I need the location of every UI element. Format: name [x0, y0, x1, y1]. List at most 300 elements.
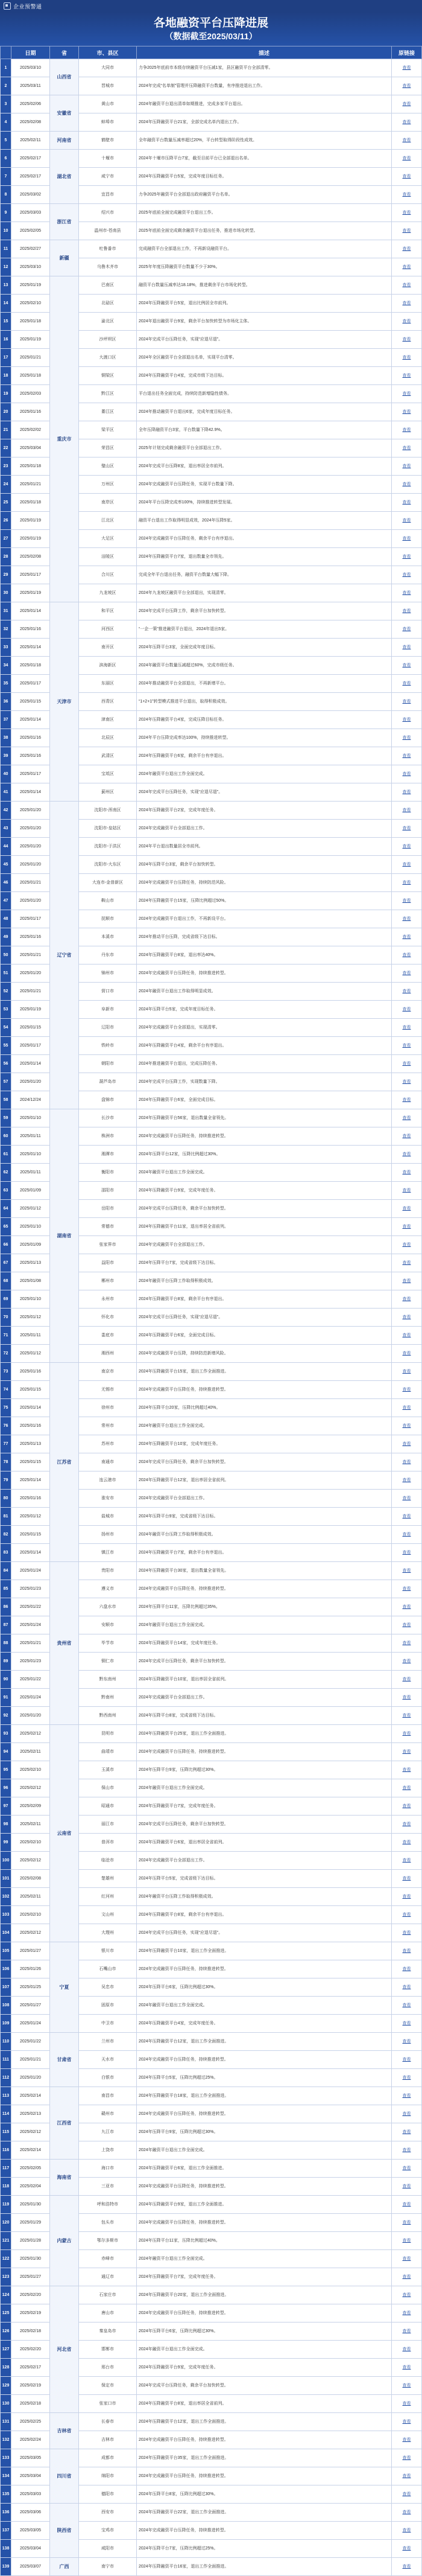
row-link-cell [392, 2323, 422, 2341]
view-link[interactable]: 查看 [402, 989, 411, 993]
view-link[interactable]: 查看 [402, 1133, 411, 1138]
view-link[interactable]: 查看 [402, 2329, 411, 2333]
view-link[interactable]: 查看 [402, 500, 411, 505]
row-index: 128 [1, 2359, 11, 2377]
row-date: 2025/02/13 [11, 2105, 50, 2123]
row-link-cell [392, 1127, 422, 1146]
view-link[interactable]: 查看 [402, 2383, 411, 2388]
row-link-cell [392, 1490, 422, 1508]
row-link-cell [392, 1309, 422, 1327]
view-link[interactable]: 查看 [402, 2292, 411, 2297]
view-link[interactable]: 查看 [402, 1097, 411, 1102]
view-link[interactable]: 查看 [402, 355, 411, 360]
row-description: 2024年压降融资平台16家，退出工作全面推进。 [137, 2558, 392, 2576]
view-link[interactable]: 查看 [402, 1061, 411, 1066]
view-link[interactable]: 查看 [402, 1007, 411, 1012]
view-link[interactable]: 查看 [402, 1043, 411, 1048]
view-link[interactable]: 查看 [402, 1749, 411, 1754]
row-date: 2025/02/08 [11, 1870, 50, 1888]
table-row [1, 802, 422, 820]
row-link-cell [392, 983, 422, 1001]
row-description: 2024年压降平台11家，压降比例超过40%。 [137, 2232, 392, 2250]
row-description: 2025年计划完成剩余融资平台全部退出工作。 [137, 439, 392, 457]
view-link[interactable]: 查看 [402, 1858, 411, 1863]
view-link[interactable]: 查看 [402, 445, 411, 450]
row-description: 2024年融资平台退出工作全面完成。 [137, 1164, 392, 1182]
row-link-cell [392, 639, 422, 657]
row-date: 2025/01/11 [11, 1164, 50, 1182]
row-link-cell [392, 1852, 422, 1870]
view-link[interactable]: 查看 [402, 753, 411, 758]
row-province: 云南省 [50, 1725, 79, 1942]
row-description: 2024年推动平台压降，完成省级下达目标。 [137, 928, 392, 946]
row-city: 黔江区 [79, 385, 137, 403]
view-link[interactable]: 查看 [402, 1568, 411, 1573]
row-city: 大理州 [79, 1924, 137, 1942]
view-link[interactable]: 查看 [402, 1478, 411, 1482]
view-link[interactable]: 查看 [402, 1369, 411, 1374]
view-link[interactable]: 查看 [402, 844, 411, 849]
row-description: 2024年融资平台退出工作取得明显成效。 [137, 983, 392, 1001]
view-link[interactable]: 查看 [402, 590, 411, 595]
view-link[interactable]: 查看 [402, 1894, 411, 1899]
row-city: 娄底市 [79, 1327, 137, 1345]
table-body [1, 59, 422, 2576]
row-province: 陕西省 [50, 2504, 79, 2558]
view-link[interactable]: 查看 [402, 1876, 411, 1881]
row-index: 40 [1, 765, 11, 783]
row-city: 宝坻区 [79, 765, 137, 783]
view-link[interactable]: 查看 [402, 2455, 411, 2460]
view-link[interactable]: 查看 [402, 464, 411, 468]
view-link[interactable]: 查看 [402, 1188, 411, 1193]
row-city: 宝鸡市 [79, 2522, 137, 2540]
row-description: 力争2025年融资平台全部退出政府融资平台名单。 [137, 186, 392, 204]
view-link[interactable]: 查看 [402, 789, 411, 794]
view-link[interactable]: 查看 [402, 1803, 411, 1808]
row-link-cell [392, 2051, 422, 2069]
row-link-cell [392, 150, 422, 168]
row-date: 2025/03/04 [11, 2467, 50, 2485]
view-link[interactable]: 查看 [402, 2003, 411, 2007]
view-link[interactable]: 查看 [402, 138, 411, 142]
view-link[interactable]: 查看 [402, 2365, 411, 2370]
row-link-cell [392, 204, 422, 222]
view-link[interactable]: 查看 [402, 1930, 411, 1935]
row-province: 江苏省 [50, 1363, 79, 1562]
view-link[interactable]: 查看 [402, 228, 411, 233]
view-link[interactable]: 查看 [402, 1315, 411, 1319]
row-index: 129 [1, 2377, 11, 2395]
view-link[interactable]: 查看 [402, 735, 411, 740]
row-link-cell [392, 1218, 422, 1236]
view-link[interactable]: 查看 [402, 2310, 411, 2315]
row-link-cell [392, 457, 422, 476]
view-link[interactable]: 查看 [402, 174, 411, 179]
row-description: 融资平台退出工作取得明显成效，2024年压降5家。 [137, 512, 392, 530]
view-link[interactable]: 查看 [402, 2437, 411, 2442]
view-link[interactable]: 查看 [402, 898, 411, 903]
view-link[interactable]: 查看 [402, 2510, 411, 2514]
view-link[interactable]: 查看 [402, 2220, 411, 2225]
view-link[interactable]: 查看 [402, 699, 411, 704]
view-link[interactable]: 查看 [402, 2256, 411, 2261]
view-link[interactable]: 查看 [402, 1423, 411, 1428]
row-description: 2024年压降平台20家，压降比例超过40%。 [137, 1399, 392, 1417]
row-description: 2024年完成融资平台压降任务，持续推进转型。 [137, 2178, 392, 2196]
view-link[interactable]: 查看 [402, 391, 411, 396]
view-link[interactable]: 查看 [402, 319, 411, 324]
view-link[interactable]: 查看 [402, 2546, 411, 2551]
view-link[interactable]: 查看 [402, 971, 411, 975]
row-date: 2025/02/18 [11, 2323, 50, 2341]
row-date: 2025/03/03 [11, 2485, 50, 2504]
view-link[interactable]: 查看 [402, 1840, 411, 1844]
table-row [1, 602, 422, 620]
row-description: 2024年压降平台7家，压降比例超过25%。 [137, 2540, 392, 2558]
row-description: 2024年压降融资平台8家，退出率居全省前列。 [137, 2395, 392, 2413]
view-link[interactable]: 查看 [402, 1278, 411, 1283]
row-date: 2025/01/19 [11, 512, 50, 530]
row-date: 2025/01/12 [11, 1508, 50, 1526]
view-link[interactable]: 查看 [402, 1496, 411, 1500]
row-city: 万州区 [79, 476, 137, 494]
row-city: 普洱市 [79, 1834, 137, 1852]
row-link-cell [392, 113, 422, 132]
row-city: 益阳市 [79, 1254, 137, 1272]
view-link[interactable]: 查看 [402, 717, 411, 722]
row-description: 2024年压降融资平台12家，退出工作全面推进。 [137, 2033, 392, 2051]
row-description: 2024年压降融资平台8家，剩余平台有序退出。 [137, 1290, 392, 1309]
row-city: 银川市 [79, 1942, 137, 1960]
view-link[interactable]: 查看 [402, 1731, 411, 1736]
row-description: 2024年完成融资平台压降任务，持续推进转型。 [137, 2431, 392, 2449]
view-link[interactable]: 查看 [402, 1586, 411, 1591]
view-link[interactable]: 查看 [402, 808, 411, 812]
view-link[interactable]: 查看 [402, 373, 411, 378]
view-link[interactable]: 查看 [402, 536, 411, 541]
view-link[interactable]: 查看 [402, 427, 411, 432]
row-date: 2025/01/21 [11, 2051, 50, 2069]
row-description: 2024年完成平台压降任务，实现“应退尽退”。 [137, 1309, 392, 1327]
row-date: 2025/01/21 [11, 349, 50, 367]
row-index: 60 [1, 1127, 11, 1146]
view-link[interactable]: 查看 [402, 2492, 411, 2496]
view-link[interactable]: 查看 [402, 2419, 411, 2424]
view-link[interactable]: 查看 [402, 1785, 411, 1790]
row-index: 23 [1, 457, 11, 476]
row-index: 5 [1, 132, 11, 150]
view-link[interactable]: 查看 [402, 264, 411, 269]
view-link[interactable]: 查看 [402, 482, 411, 486]
row-date: 2025/02/10 [11, 1906, 50, 1924]
view-link[interactable]: 查看 [402, 2129, 411, 2134]
row-city: 咸宁市 [79, 168, 137, 186]
row-index: 15 [1, 313, 11, 331]
row-index: 136 [1, 2504, 11, 2522]
row-index: 42 [1, 802, 11, 820]
row-link-cell [392, 2341, 422, 2359]
row-date: 2025/02/11 [11, 1816, 50, 1834]
row-description: 2024年压降平台5家，完成年度目标任务。 [137, 1001, 392, 1019]
view-link[interactable]: 查看 [402, 101, 411, 106]
row-city: 吐鲁番市 [79, 240, 137, 258]
row-description: 2024年完成融资平台压降任务，持续推进转型。 [137, 1580, 392, 1598]
view-link[interactable]: 查看 [402, 608, 411, 613]
view-link[interactable]: 查看 [402, 1333, 411, 1337]
view-link[interactable]: 查看 [402, 2528, 411, 2533]
title-block [0, 12, 422, 46]
view-link[interactable]: 查看 [402, 880, 411, 885]
row-description: 2024年压降融资平台4家，完成市级下达目标。 [137, 367, 392, 385]
row-city: 石家庄市 [79, 2286, 137, 2304]
row-description: 2024年融资平台压降工作取得积极成效。 [137, 1526, 392, 1544]
row-date: 2025/02/10 [11, 1761, 50, 1779]
row-link-cell [392, 1580, 422, 1598]
view-link[interactable]: 查看 [402, 952, 411, 957]
row-city: 扬州市 [79, 1526, 137, 1544]
row-link-cell [392, 1001, 422, 1019]
row-link-cell [392, 946, 422, 964]
row-link-cell [392, 1073, 422, 1091]
view-link[interactable]: 查看 [402, 2184, 411, 2189]
row-description: 2024年压降融资平台9家，退出工作全面推进。 [137, 2196, 392, 2214]
view-link[interactable]: 查看 [402, 2564, 411, 2569]
row-link-cell [392, 295, 422, 313]
row-description: 2024年压降融资平台4家，完成年度任务。 [137, 2015, 392, 2033]
view-link[interactable]: 查看 [402, 1115, 411, 1120]
view-link[interactable]: 查看 [402, 916, 411, 921]
row-city: 固原市 [79, 1997, 137, 2015]
row-link-cell [392, 1942, 422, 1960]
view-link[interactable]: 查看 [402, 518, 411, 523]
view-link[interactable]: 查看 [402, 1713, 411, 1718]
row-index: 17 [1, 349, 11, 367]
row-city: 天水市 [79, 2051, 137, 2069]
row-date: 2025/01/10 [11, 1146, 50, 1164]
view-link[interactable]: 查看 [402, 1351, 411, 1356]
view-link[interactable]: 查看 [402, 246, 411, 251]
view-link[interactable]: 查看 [402, 282, 411, 287]
row-city: 沈阳市-皇姑区 [79, 820, 137, 838]
view-link[interactable]: 查看 [402, 572, 411, 577]
row-index: 63 [1, 1182, 11, 1200]
row-link-cell [392, 2540, 422, 2558]
view-link[interactable]: 查看 [402, 771, 411, 776]
row-link-cell [392, 675, 422, 693]
row-link-cell [392, 1888, 422, 1906]
view-link[interactable]: 查看 [402, 2147, 411, 2152]
view-link[interactable]: 查看 [402, 2039, 411, 2044]
row-description: 2024年完成融资平台压降任务，持续推进转型。 [137, 2522, 392, 2540]
row-city: 包头市 [79, 2214, 137, 2232]
row-link-cell [392, 1707, 422, 1725]
view-link[interactable]: 查看 [402, 1242, 411, 1247]
row-city: 六盘水市 [79, 1598, 137, 1616]
row-index: 49 [1, 928, 11, 946]
row-description: 2024年压降融资平台7家，退出数量全市领先。 [137, 548, 392, 566]
table-row [1, 2558, 422, 2576]
row-date: 2025/01/29 [11, 2214, 50, 2232]
row-date: 2025/02/17 [11, 2359, 50, 2377]
row-date: 2025/02/05 [11, 2160, 50, 2178]
view-link[interactable]: 查看 [402, 210, 411, 215]
view-link[interactable]: 查看 [402, 2021, 411, 2026]
view-link[interactable]: 查看 [402, 1025, 411, 1030]
view-link[interactable]: 查看 [402, 1170, 411, 1175]
row-city: 常德市 [79, 1218, 137, 1236]
view-link[interactable]: 查看 [402, 626, 411, 631]
row-city: 沈阳市-于洪区 [79, 838, 137, 856]
row-description: 2024年压降融资平台10家，退出率居全省前列。 [137, 1671, 392, 1689]
view-link[interactable]: 查看 [402, 192, 411, 197]
view-link[interactable]: 查看 [402, 2401, 411, 2406]
row-description: 2024年融资平台退出工作全面完成。 [137, 1779, 392, 1797]
view-link[interactable]: 查看 [402, 645, 411, 649]
view-link[interactable]: 查看 [402, 2111, 411, 2116]
view-link[interactable]: 查看 [402, 1985, 411, 1989]
row-link-cell [392, 802, 422, 820]
row-date: 2025/02/04 [11, 2178, 50, 2196]
row-description: 2024年融资平台退出工作全面完成。 [137, 2250, 392, 2268]
view-link[interactable]: 查看 [402, 1224, 411, 1229]
view-link[interactable]: 查看 [402, 934, 411, 939]
row-description: 2024年完成平台压降任务，实现“应退尽退”。 [137, 331, 392, 349]
view-link[interactable]: 查看 [402, 862, 411, 867]
view-link[interactable]: 查看 [402, 1550, 411, 1555]
view-link[interactable]: 查看 [402, 1459, 411, 1464]
row-description: 2024年压降融资平台22家，退出工作全面推进。 [137, 2504, 392, 2522]
view-link[interactable]: 查看 [402, 1677, 411, 1682]
row-link-cell [392, 2141, 422, 2160]
view-link[interactable]: 查看 [402, 1441, 411, 1446]
row-index: 72 [1, 1345, 11, 1363]
view-link[interactable]: 查看 [402, 1206, 411, 1211]
view-link[interactable]: 查看 [402, 337, 411, 342]
view-link[interactable]: 查看 [402, 663, 411, 668]
row-province: 吉林省 [50, 2413, 79, 2449]
view-link[interactable]: 查看 [402, 1767, 411, 1772]
view-link[interactable]: 查看 [402, 2347, 411, 2351]
row-link-cell [392, 276, 422, 295]
row-city: 曲靖市 [79, 1743, 137, 1761]
view-link[interactable]: 查看 [402, 1822, 411, 1826]
view-link[interactable]: 查看 [402, 1296, 411, 1301]
row-index: 12 [1, 258, 11, 276]
view-link[interactable]: 查看 [402, 2057, 411, 2062]
view-link[interactable]: 查看 [402, 1604, 411, 1609]
row-link-cell [392, 2196, 422, 2214]
view-link[interactable]: 查看 [402, 554, 411, 559]
row-date: 2025/01/24 [11, 1616, 50, 1634]
view-link[interactable]: 查看 [402, 83, 411, 88]
row-description: 2024年完成融资平台全部退出工作。 [137, 1236, 392, 1254]
view-link[interactable]: 查看 [402, 2473, 411, 2478]
view-link[interactable]: 查看 [402, 1948, 411, 1953]
view-link[interactable]: 查看 [402, 1659, 411, 1663]
view-link[interactable]: 查看 [402, 409, 411, 414]
view-link[interactable]: 查看 [402, 1405, 411, 1410]
table-row [1, 1942, 422, 1960]
view-link[interactable]: 查看 [402, 120, 411, 124]
row-index: 41 [1, 783, 11, 802]
view-link[interactable]: 查看 [402, 1912, 411, 1917]
row-date: 2025/01/16 [11, 1417, 50, 1435]
row-city: 朝阳市 [79, 1055, 137, 1073]
row-index: 51 [1, 964, 11, 983]
view-link[interactable]: 查看 [402, 1152, 411, 1156]
view-link[interactable]: 查看 [402, 1514, 411, 1519]
view-link[interactable]: 查看 [402, 2075, 411, 2080]
row-link-cell [392, 602, 422, 620]
view-link[interactable]: 查看 [402, 2202, 411, 2207]
view-link[interactable]: 查看 [402, 301, 411, 305]
table-row [1, 2160, 422, 2178]
row-index: 45 [1, 856, 11, 874]
row-province: 辽宁省 [50, 802, 79, 1109]
header-description: 描述 [137, 46, 392, 59]
row-city: 吉林市 [79, 2431, 137, 2449]
view-link[interactable]: 查看 [402, 2238, 411, 2243]
view-link[interactable]: 查看 [402, 1079, 411, 1084]
view-link[interactable]: 查看 [402, 1532, 411, 1537]
row-link-cell [392, 1653, 422, 1671]
row-date: 2025/01/12 [11, 1309, 50, 1327]
view-link[interactable]: 查看 [402, 1387, 411, 1392]
row-description: 2024年融资平台数量压减超过60%，完成市级任务。 [137, 657, 392, 675]
view-link[interactable]: 查看 [402, 1260, 411, 1265]
row-description: 2024年融资平台退出工作全面完成。 [137, 2341, 392, 2359]
row-city: 吴忠市 [79, 1978, 137, 1997]
view-link[interactable]: 查看 [402, 2093, 411, 2098]
row-index: 62 [1, 1164, 11, 1182]
row-city: 乌鲁木齐市 [79, 258, 137, 276]
row-link-cell [392, 421, 422, 439]
view-link[interactable]: 查看 [402, 826, 411, 831]
row-description: 2024年推动融资平台退出6家，完成年度目标任务。 [137, 403, 392, 421]
view-link[interactable]: 查看 [402, 1622, 411, 1627]
row-index: 68 [1, 1272, 11, 1290]
view-link[interactable]: 查看 [402, 156, 411, 161]
row-date: 2025/01/22 [11, 2033, 50, 2051]
row-link-cell [392, 2359, 422, 2377]
table-row [1, 276, 422, 295]
row-city: 沈阳市-大东区 [79, 856, 137, 874]
row-description: 2024年完成平台压降任务，剩余平台加快转型。 [137, 1453, 392, 1471]
view-link[interactable]: 查看 [402, 1695, 411, 1700]
view-link[interactable]: 查看 [402, 2166, 411, 2170]
row-date: 2025/01/08 [11, 1272, 50, 1290]
view-link[interactable]: 查看 [402, 65, 411, 70]
row-link-cell [392, 1689, 422, 1707]
view-link[interactable]: 查看 [402, 1640, 411, 1645]
row-date: 2025/02/12 [11, 1852, 50, 1870]
row-city: 锦州市 [79, 964, 137, 983]
row-city: 梁平区 [79, 421, 137, 439]
row-link-cell [392, 1345, 422, 1363]
row-description: 全年压降融资平台3家，平台数量下降42.9%。 [137, 421, 392, 439]
view-link[interactable]: 查看 [402, 1966, 411, 1971]
row-date: 2025/02/05 [11, 222, 50, 240]
view-link[interactable]: 查看 [402, 681, 411, 686]
view-link[interactable]: 查看 [402, 2274, 411, 2279]
row-description: 2024年压降融资平台30家，退出数量全省领先。 [137, 1562, 392, 1580]
row-index: 113 [1, 2087, 11, 2105]
row-city: 合川区 [79, 566, 137, 584]
row-link-cell [392, 349, 422, 367]
row-index: 18 [1, 367, 11, 385]
row-date: 2025/01/28 [11, 2232, 50, 2250]
